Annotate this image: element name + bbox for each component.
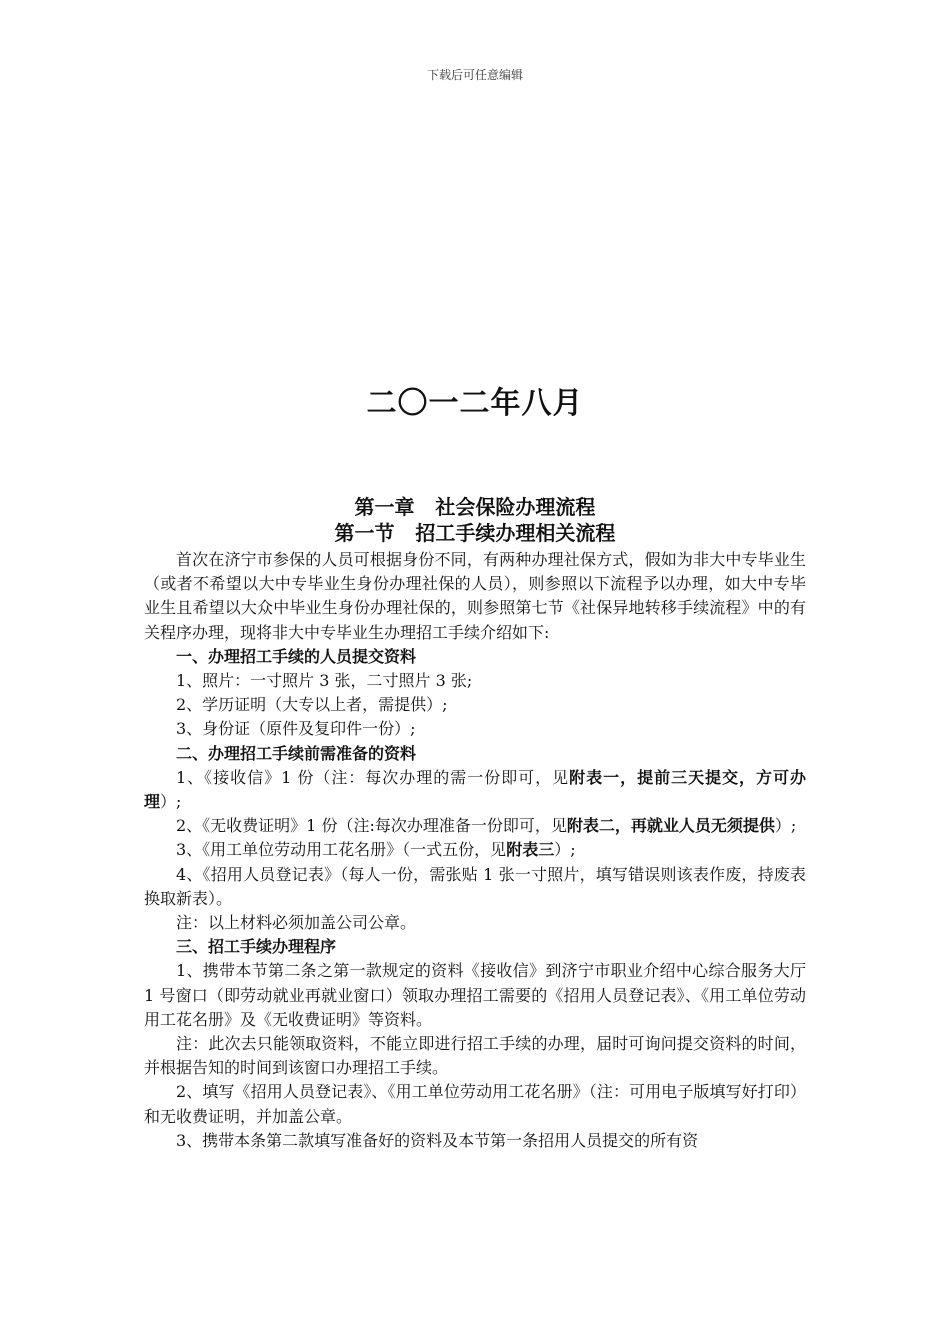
part1-item-2: 2、学历证明（大专以上者，需提供）; [176, 695, 448, 715]
part3-step-3: 3、携带本条第二款填写准备好的资料及本节第一条招用人员提交的所有资 [176, 1130, 699, 1150]
part2-item-3 [144, 838, 806, 862]
part2-item-3-end: ）; [554, 840, 576, 860]
part2-item-4: 4、《招用人员登记表》（每人一份，需张贴 1 张一寸照片，填写错误则该表作废，持废表换取新表）。 [144, 864, 806, 908]
part3-heading: 三、招工手续办理程序 [176, 937, 337, 957]
part3-step-1: 1、携带本节第二条之第一款规定的资料《接收信》到济宁市职业介绍中心综合服务大厅 1 号窗口（即劳动就业再就业窗口）领取办理招工需要的《招用人员登记表》、《用工单位劳动用工花名册》及《无收费证明》等资料。 [144, 961, 806, 1029]
part2-item-3-text: 3、《用工单位劳动用工花名册》（一式五份，见 [176, 840, 507, 860]
document-body [144, 494, 806, 1153]
part2-item-3-bold: 附表三 [506, 840, 555, 860]
header-note: 下载后可任意编辑 [426, 68, 523, 82]
part2-item-2-bold: 附表二，再就业人员无须提供 [566, 816, 775, 836]
part2-item-2-text: 2、《无收费证明》1 份（注:每次办理准备一份即可，见 [176, 816, 567, 836]
part2-item-1-end: ）; [160, 792, 182, 812]
section-title: 第一节 招工手续办理相关流程 [334, 521, 616, 545]
part3-step-1-note: 注：此次去只能领取资料，不能立即进行招工手续的办理，届时可询问提交资料的时间，并根据告知的时间到该窗口办理招工手续。 [144, 1034, 806, 1078]
part2-item-1-text: 1、《接收信》1 份（注：每次办理的需一份即可，见 [176, 767, 570, 787]
part2-item-2 [144, 814, 806, 838]
intro-paragraph: 首次在济宁市参保的人员可根据身份不同，有两种办理社保方式，假如为非大中专毕业生（或者不希望以大中专毕业生身份办理社保的人员），则参照以下流程予以办理，如大中专毕业生且希望以大众中毕业生身份办理社保的，则参照第七节《社保异地转移手续流程》中的有关程序办理，现将非大中专毕业生办理招工手续介绍如下: [144, 550, 806, 642]
part2-item-1-bold: 附表一，提前三天提交，方可办理 [144, 767, 806, 812]
part1-item-3: 3、身份证（原件及复印件一份）; [176, 719, 416, 739]
chapter-title: 第一章 社会保险办理流程 [354, 495, 596, 519]
part2-item-2-end: ）; [774, 816, 797, 836]
part2-note: 注：以上材料必须加盖公司公章。 [176, 913, 417, 933]
part1-heading: 一、办理招工手续的人员提交资料 [176, 646, 417, 666]
part2-item-1 [144, 766, 806, 814]
part2-heading: 二、办理招工手续前需准备的资料 [176, 743, 417, 763]
date-title: 二〇一二年八月 [366, 386, 584, 421]
part3-step-2: 2、填写《招用人员登记表》、《用工单位劳动用工花名册》（注：可用电子版填写好打印）和无收费证明，并加盖公章。 [144, 1082, 806, 1126]
part1-item-1: 1、照片：一寸照片 3 张，二寸照片 3 张; [176, 671, 473, 691]
